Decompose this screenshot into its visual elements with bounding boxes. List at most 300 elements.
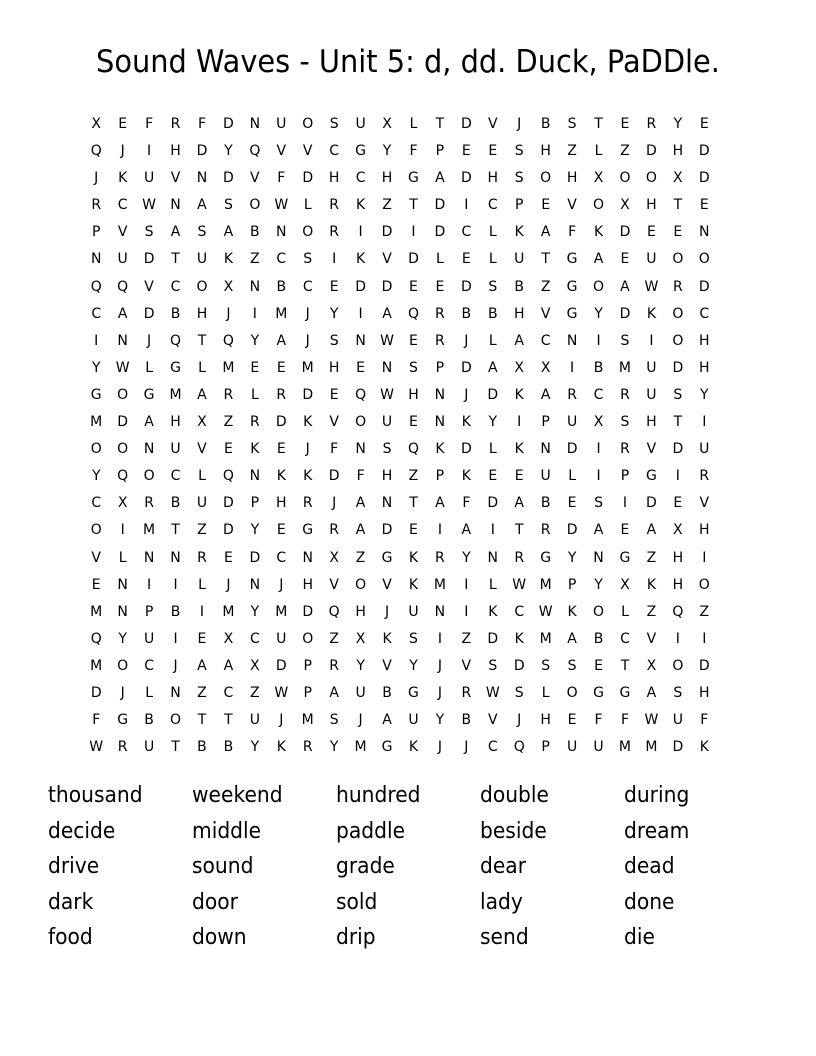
grid-letter: C [699,305,710,322]
grid-letter: Y [435,712,445,729]
grid-letter: K [488,603,498,620]
grid-letter: Y [700,386,709,403]
grid-letter: M [539,630,552,647]
grid-letter: P [567,576,577,593]
grid-letter: S [303,251,313,268]
grid-letter: L [436,251,444,268]
grid-letter: E [673,495,683,512]
grid-letter: A [540,224,551,241]
grid-letter: O [90,522,102,539]
grid-letter: E [488,143,498,160]
grid-letter: S [620,332,630,349]
grid-letter: R [435,332,445,349]
grid-letter: M [354,739,367,756]
grid-letter: Y [594,305,603,322]
grid-row [83,138,718,165]
word-list-item: drip [336,925,376,950]
grid-letter: L [488,441,497,458]
grid-letter: R [302,495,313,512]
grid-letter: O [698,251,710,268]
grid-letter: H [170,414,181,431]
word-list-item: dead [624,854,675,879]
grid-letter: O [170,712,182,729]
grid-letter: E [461,251,471,268]
grid-letter: W [380,332,394,349]
grid-letter: Z [620,143,630,160]
grid-letter: X [117,495,128,512]
word-list-item: down [192,925,247,950]
grid-letter: C [355,170,366,187]
grid-letter: D [117,414,129,431]
grid-letter: Y [250,603,260,620]
grid-letter: G [408,170,419,187]
grid-letter: G [143,386,155,403]
grid-letter: A [170,224,181,241]
grid-letter: N [381,495,393,512]
grid-letter: K [435,441,445,458]
grid-letter: Q [117,278,129,295]
grid-letter: K [646,576,656,593]
grid-letter: Q [90,143,102,160]
grid-letter: V [144,278,154,295]
grid-letter: E [409,278,418,295]
grid-letter: U [170,441,181,458]
grid-letter: N [196,170,208,187]
grid-letter: D [672,441,684,458]
grid-letter: S [197,224,207,241]
grid-letter: Y [356,657,365,674]
grid-letter: K [408,576,419,593]
grid-letter: A [382,305,392,322]
grid-letter: R [329,522,340,539]
word-list-item: die [624,925,655,950]
grid-letter: C [249,630,260,647]
grid-letter: G [355,143,367,160]
grid-letter: C [329,143,340,160]
grid-letter: I [94,332,99,349]
grid-letter: X [673,170,683,187]
word-list-item: drive [48,854,100,879]
grid-letter: D [566,522,578,539]
grid-letter: N [249,116,261,132]
grid-letter: B [144,712,154,729]
grid-letter: H [699,332,710,349]
grid-letter: O [566,684,578,701]
grid-letter: C [276,549,287,566]
grid-letter: I [517,414,522,431]
grid-letter: P [303,657,312,674]
grid-letter: U [514,251,525,268]
grid-letter: I [702,549,707,566]
grid-letter: A [355,522,366,539]
grid-letter: V [540,305,551,322]
grid-letter: O [672,657,684,674]
grid-letter: J [517,116,522,132]
grid-letter: E [223,549,233,566]
grid-letter: A [646,684,657,701]
grid-letter: O [540,170,552,187]
grid-letter: I [464,576,469,593]
grid-row [83,246,718,273]
grid-letter: W [644,278,659,295]
grid-letter: O [672,332,684,349]
grid-letter: S [144,224,154,241]
grid-letter: U [646,386,657,403]
grid-letter: T [673,414,683,431]
grid-letter: D [381,278,393,295]
grid-letter: M [90,657,103,674]
grid-letter: N [276,224,287,241]
grid-letter: O [698,576,710,593]
grid-letter: D [646,143,657,160]
grid-letter: S [382,441,392,458]
grid-letter: V [382,576,392,593]
grid-letter: K [461,414,471,431]
grid-letter: D [249,549,261,566]
grid-letter: U [249,712,260,729]
grid-letter: D [619,305,631,322]
grid-letter: U [143,170,155,187]
grid-letter: W [142,197,157,214]
grid-row [83,382,718,409]
grid-letter: J [279,712,284,729]
grid-letter: J [464,332,469,349]
grid-letter: N [434,386,446,403]
grid-row [83,111,718,138]
grid-letter: O [117,386,129,403]
grid-letter: E [646,224,656,241]
grid-letter: D [143,251,155,268]
grid-letter: E [594,657,603,674]
grid-letter: V [699,495,710,512]
grid-letter: P [144,603,154,620]
grid-letter: I [173,576,178,593]
grid-letter: N [170,549,181,566]
grid-letter: T [171,739,180,756]
grid-letter: J [464,739,469,756]
grid-letter: N [434,414,446,431]
grid-letter: H [381,468,393,485]
grid-letter: Z [646,603,657,620]
grid-letter: P [250,495,260,512]
grid-letter: X [355,630,366,647]
grid-letter: S [409,359,418,376]
grid-letter: Y [224,143,233,160]
grid-letter: V [91,549,101,566]
grid-letter: P [91,224,101,241]
grid-letter: I [649,332,654,349]
grid-letter: A [514,332,524,349]
grid-letter: O [302,116,314,132]
grid-letter: P [541,414,550,431]
grid-letter: U [143,630,155,647]
grid-letter: J [120,684,125,701]
grid-letter: X [91,116,102,132]
grid-letter: I [464,197,469,214]
grid-letter: X [673,522,683,539]
grid-letter: K [408,549,419,566]
grid-letter: B [514,278,525,295]
grid-letter: U [355,684,366,701]
grid-letter: J [437,684,442,701]
grid-letter: J [147,332,152,349]
word-list-item: door [192,889,238,915]
grid-letter: S [514,170,524,187]
grid-letter: M [539,576,552,593]
grid-letter: Z [223,414,234,431]
grid-letter: D [698,143,710,160]
grid-letter: N [249,278,261,295]
grid-letter: N [355,332,366,349]
grid-letter: C [487,739,498,756]
grid-letter: D [487,495,499,512]
grid-letter: H [487,170,499,187]
grid-letter: R [699,468,710,485]
grid-letter: D [302,386,314,403]
grid-letter: N [117,576,128,593]
grid-letter: S [567,657,577,674]
grid-letter: H [355,603,366,620]
grid-letter: C [302,278,313,295]
grid-letter: V [302,143,313,160]
grid-letter: A [435,495,445,512]
word-list-item: dear [480,854,527,879]
grid-letter: E [620,251,630,268]
grid-letter: Y [329,739,339,756]
grid-letter: S [223,197,233,214]
grid-letter: L [568,468,576,485]
word-list-item: middle [192,818,262,844]
grid-letter: R [223,386,234,403]
grid-letter: D [698,657,710,674]
grid-letter: A [620,278,630,295]
grid-letter: E [620,522,630,539]
grid-letter: Z [329,630,339,647]
grid-letter: G [381,739,393,756]
grid-letter: B [540,116,551,132]
grid-letter: E [461,143,471,160]
grid-letter: D [646,495,657,512]
grid-letter: R [329,657,340,674]
word-list-item: dream [624,818,690,844]
grid-letter: H [699,684,710,701]
grid-letter: O [645,170,657,187]
grid-letter: U [117,251,128,268]
grid-letter: F [594,712,603,729]
grid-letter: T [197,712,207,729]
grid-letter: J [173,657,178,674]
grid-letter: V [382,657,392,674]
grid-letter: M [169,386,182,403]
grid-letter: O [355,414,367,431]
grid-letter: L [541,684,550,701]
grid-letter: R [646,116,657,132]
grid-row [83,274,718,301]
grid-letter: Y [462,549,471,566]
grid-letter: E [699,197,709,214]
grid-letter: V [329,576,339,593]
grid-letter: A [567,630,577,647]
grid-letter: X [223,630,234,647]
grid-letter: T [409,197,418,214]
grid-letter: T [673,197,683,214]
grid-letter: E [276,359,286,376]
grid-letter: U [540,468,551,485]
grid-letter: H [328,359,340,376]
grid-letter: F [92,712,101,729]
grid-letter: Z [355,549,366,566]
grid-letter: A [276,332,287,349]
grid-letter: X [593,170,604,187]
grid-letter: U [408,712,419,729]
grid-letter: O [117,657,129,674]
grid-letter: K [276,739,286,756]
grid-letter: U [143,739,155,756]
grid-letter: F [620,712,629,729]
grid-letter: W [485,684,500,701]
grid-letter: V [382,251,392,268]
grid-letter: M [301,359,314,376]
grid-letter: L [303,197,312,214]
grid-letter: I [702,414,707,431]
grid-row [83,355,718,382]
grid-letter: W [115,359,130,376]
grid-letter: N [434,603,446,620]
grid-letter: S [514,684,524,701]
grid-letter: E [567,712,577,729]
word-list-item: lady [480,889,523,915]
grid-letter: W [512,576,527,593]
grid-letter: N [143,441,155,458]
grid-letter: L [198,359,206,376]
word-list-item: during [624,783,690,808]
grid-letter: Q [222,468,234,485]
grid-letter: Y [118,630,127,647]
grid-letter: I [437,630,442,647]
word-list-item: sold [336,889,378,915]
grid-letter: Y [91,359,101,376]
grid-letter: G [619,684,631,701]
grid-letter: K [276,468,286,485]
grid-letter: D [90,684,102,701]
grid-letter: Y [382,143,392,160]
grid-letter: Q [170,332,182,349]
grid-row [83,219,718,246]
grid-letter: E [223,441,233,458]
grid-letter: K [593,224,604,241]
grid-letter: U [408,603,419,620]
grid-letter: T [435,116,445,132]
grid-letter: J [226,576,231,593]
grid-letter: D [434,197,446,214]
grid-letter: Y [488,414,498,431]
grid-letter: A [540,386,551,403]
grid-letter: G [170,359,181,376]
grid-letter: F [568,224,577,241]
grid-letter: A [117,305,128,322]
grid-letter: I [464,603,469,620]
grid-letter: X [197,414,207,431]
grid-letter: B [461,712,472,729]
grid-letter: H [672,549,684,566]
grid-letter: K [356,251,366,268]
grid-letter: A [646,522,657,539]
grid-letter: A [223,657,234,674]
grid-letter: V [117,224,128,241]
grid-letter: R [249,414,260,431]
grid-letter: E [197,630,207,647]
grid-letter: J [517,712,522,729]
grid-letter: D [223,116,234,132]
grid-letter: T [514,522,524,539]
grid-letter: Z [250,251,260,268]
grid-letter: K [646,305,656,322]
grid-letter: K [514,386,524,403]
grid-letter: E [409,414,418,431]
grid-letter: E [276,522,286,539]
grid-letter: Z [408,468,419,485]
grid-letter: K [514,224,524,241]
grid-letter: V [197,441,207,458]
grid-letter: L [621,603,629,620]
word-list-item: hundred [336,783,421,808]
grid-letter: Q [90,630,102,647]
grid-letter: E [541,197,551,214]
grid-letter: Q [407,441,419,458]
grid-letter: H [540,143,551,160]
grid-letter: K [118,170,128,187]
grid-letter: H [540,712,551,729]
grid-letter: Z [250,684,260,701]
grid-letter: B [223,739,234,756]
grid-letter: K [303,468,313,485]
word-list-item: dark [48,889,94,915]
grid-letter: D [698,170,710,187]
grid-letter: I [147,576,152,593]
word-list-item: sound [192,854,254,879]
grid-letter: F [145,116,154,132]
grid-letter: N [593,549,604,566]
grid-letter: T [409,495,418,512]
grid-letter: V [276,143,287,160]
grid-letter: V [250,170,260,187]
word-list-item: weekend [192,783,283,808]
grid-letter: B [382,684,392,701]
grid-letter: L [145,684,153,701]
grid-letter: N [170,197,181,214]
grid-letter: V [487,712,498,729]
grid-letter: V [461,657,472,674]
grid-letter: K [461,468,471,485]
grid-letter: E [91,576,101,593]
grid-letter: I [199,603,205,620]
grid-letter: I [622,495,628,512]
grid-letter: V [170,170,181,187]
grid-letter: I [147,143,152,160]
grid-letter: Y [91,468,101,485]
grid-row [83,626,718,653]
grid-letter: V [567,197,577,214]
grid-row [83,599,718,626]
grid-letter: Q [90,278,102,295]
grid-letter: D [513,657,525,674]
grid-letter: M [645,739,658,756]
grid-letter: R [170,116,181,132]
grid-letter: Z [699,603,710,620]
grid-letter: R [329,197,340,214]
grid-row [83,653,718,680]
grid-letter: E [673,224,683,241]
